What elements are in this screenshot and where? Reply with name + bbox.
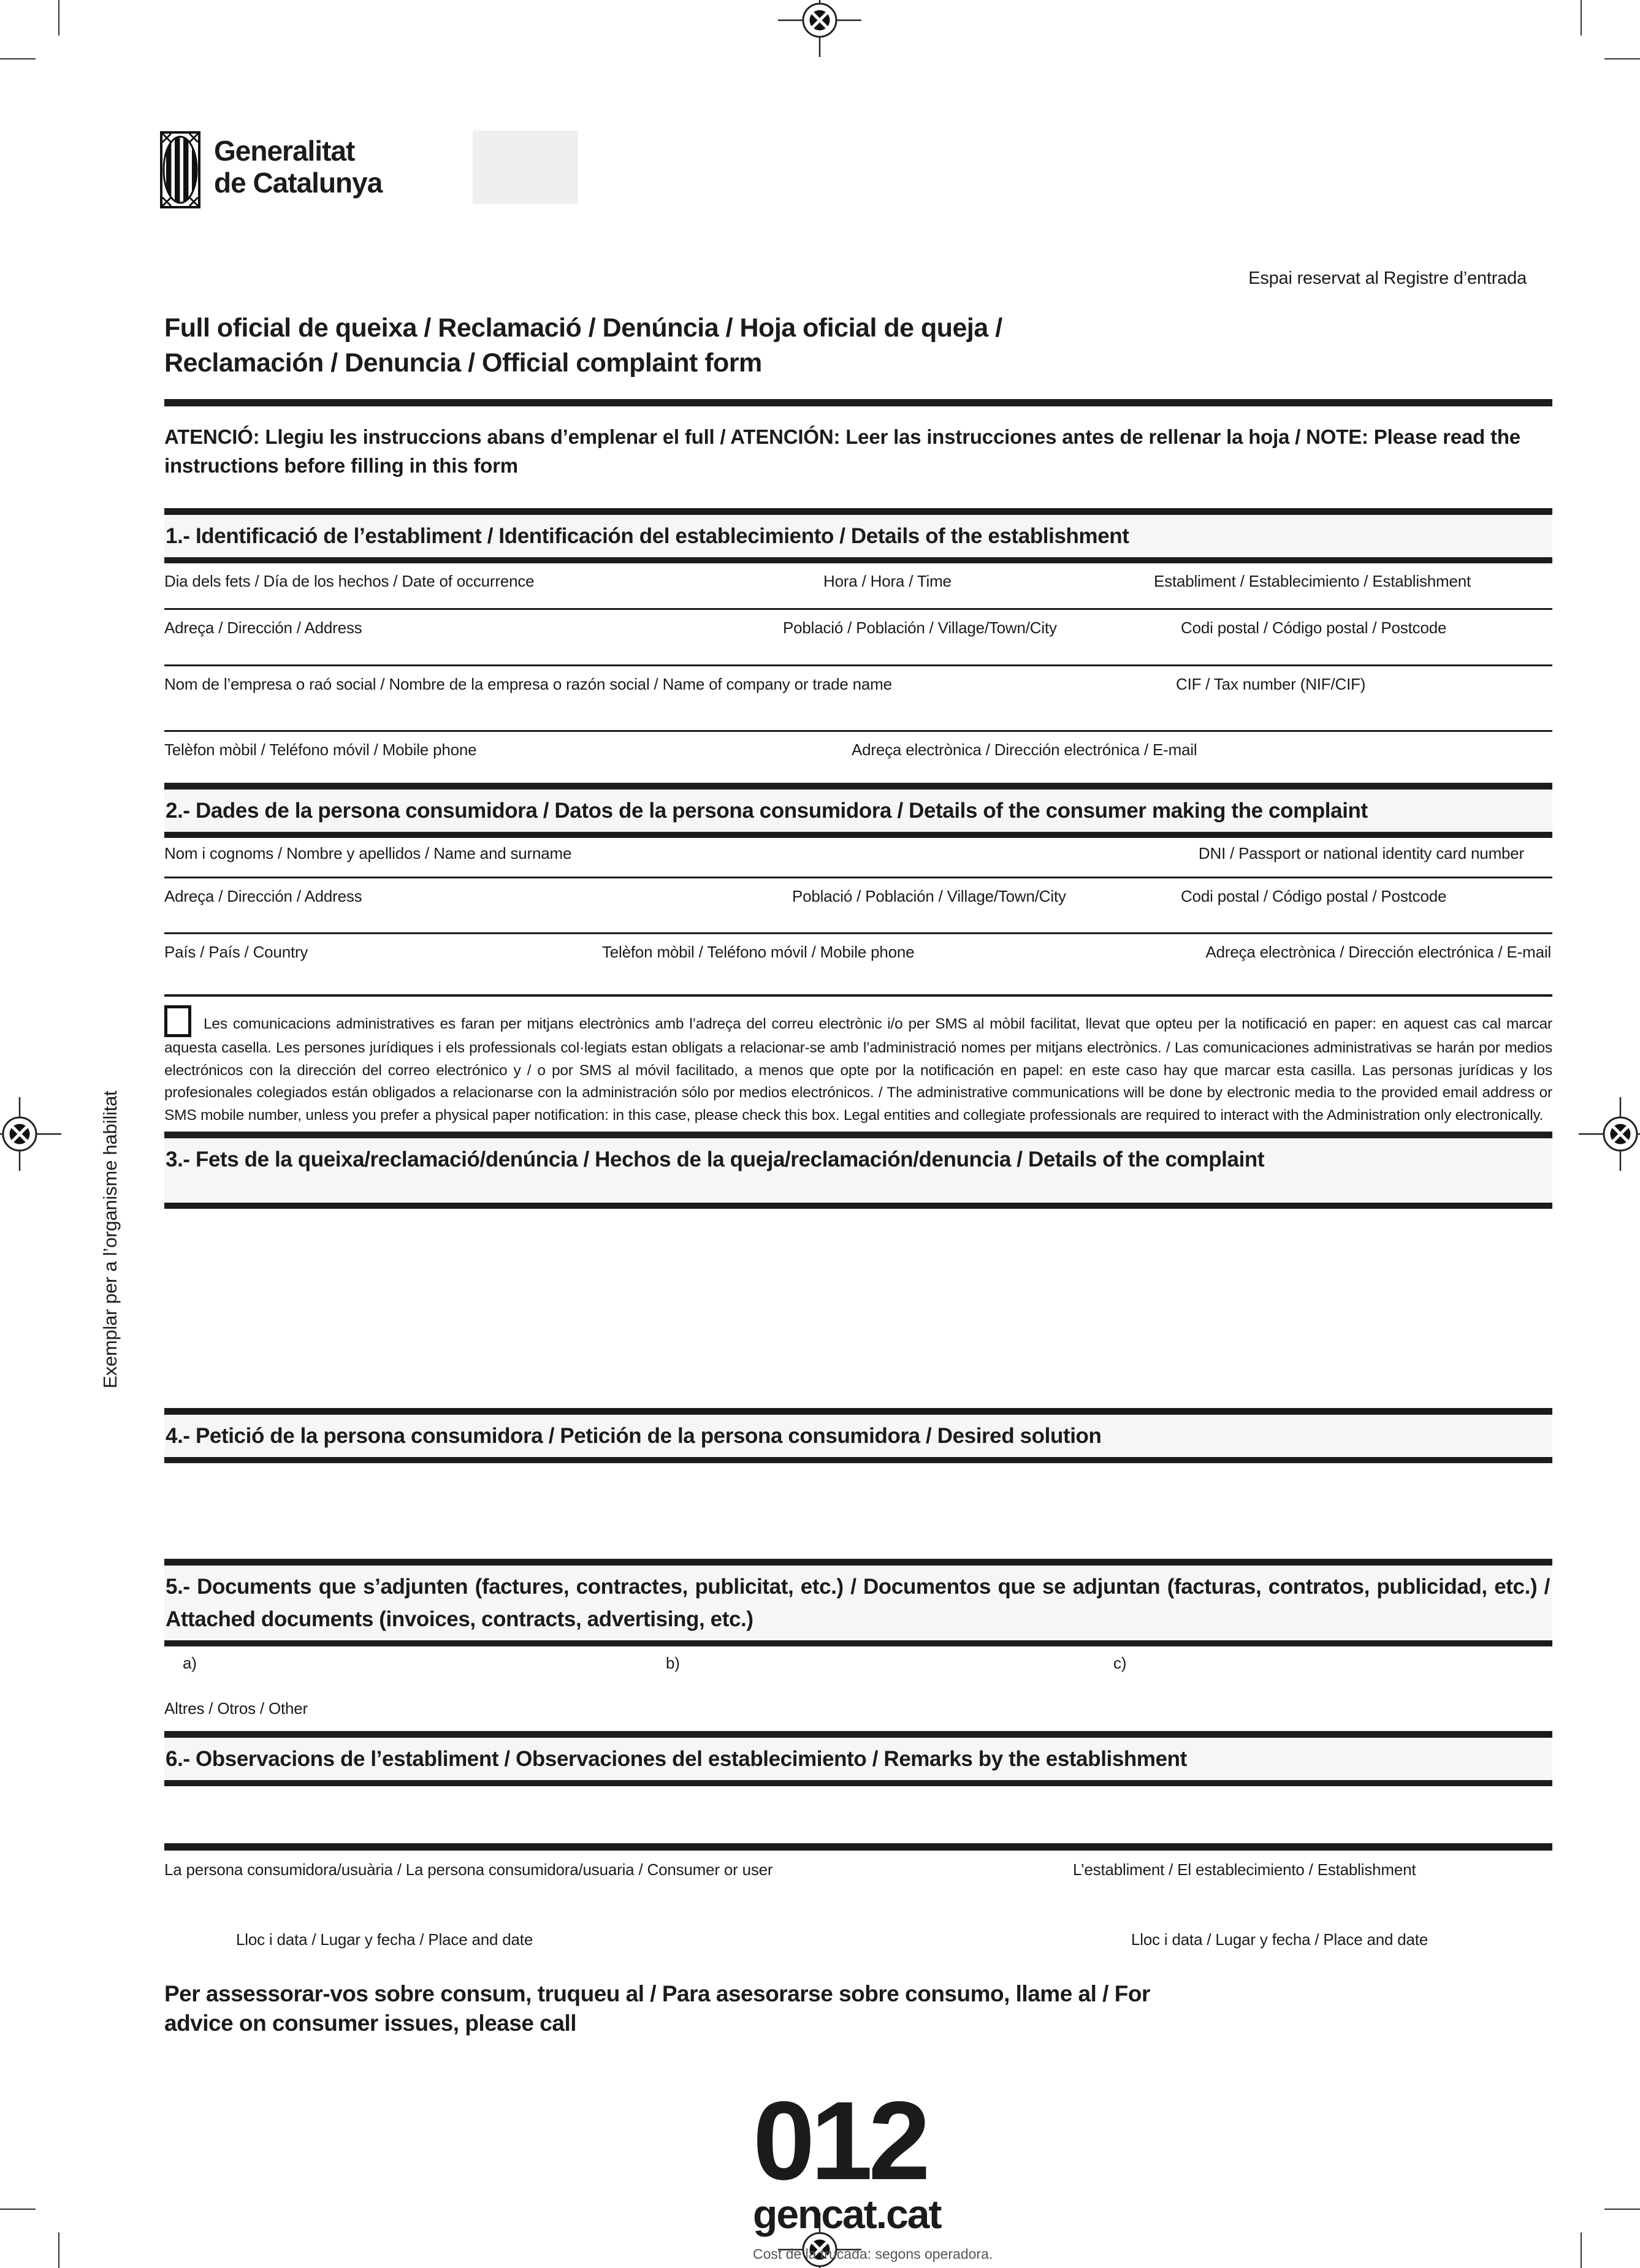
paper-notification-checkbox[interactable] bbox=[164, 1005, 191, 1037]
field-label-consumer-mobile: Telèfon mòbil / Teléfono móvil / Mobile phone bbox=[602, 943, 915, 961]
registry-entry-note: Espai reservat al Registre d’entrada bbox=[1248, 268, 1527, 288]
field-label-postcode: Codi postal / Código postal / Postcode bbox=[1181, 618, 1447, 637]
field-label-dni: DNI / Passport or national identity card number bbox=[1198, 844, 1524, 862]
call-cost-note: Cost de la trucada: segons operadora. bbox=[753, 2245, 993, 2262]
other-documents-label: Altres / Otros / Other bbox=[164, 1699, 308, 1718]
phone-number-012: 012 bbox=[753, 2078, 926, 2203]
section2-header: 2.- Dades de la persona consumidora / Datos de la persona consumidora / Details of the consumer making the complaint bbox=[164, 783, 1552, 838]
section6-header: 6.- Observacions de l’establiment / Observaciones del establecimiento / Remarks by the establishment bbox=[164, 1731, 1552, 1786]
field-row-country-mobile-email[interactable] bbox=[164, 934, 1552, 997]
gencat-brand: gencat.cat bbox=[753, 2191, 941, 2237]
field-label-city: Població / Población / Village/Town/City bbox=[783, 618, 1057, 637]
field-label-consumer-city: Població / Población / Village/Town/City bbox=[792, 887, 1066, 905]
complaint-details-writing-area[interactable] bbox=[164, 1209, 1552, 1408]
field-label-date: Dia dels fets / Día de los hechos / Date of occurrence bbox=[164, 572, 535, 590]
field-label-email: Adreça electrònica / Dirección electrónica / E-mail bbox=[852, 740, 1197, 759]
field-row-establishment-address[interactable] bbox=[164, 610, 1552, 666]
document-item-c-label: c) bbox=[1113, 1654, 1127, 1672]
document-item-b-label: b) bbox=[666, 1654, 680, 1672]
trim-mark-bottom-right-horizontal bbox=[1604, 2209, 1640, 2210]
attention-note: ATENCIÓ: Llegiu les instruccions abans d’emplenar el full / ATENCIÓN: Leer las instrucciones antes de rellenar la hoja / NOTE: Please read the instructions before filling in this form bbox=[164, 425, 1520, 477]
field-label-country: País / País / Country bbox=[164, 943, 308, 961]
place-date-left-label: Lloc i data / Lugar y fecha / Place and date bbox=[236, 1930, 533, 1949]
field-row-name-dni[interactable] bbox=[164, 838, 1552, 878]
trim-mark-top-right-vertical bbox=[1581, 0, 1582, 36]
field-label-name: Nom i cognoms / Nombre y apellidos / Name and surname bbox=[164, 844, 572, 862]
form-content bbox=[164, 0, 1552, 2038]
field-row-date-time-establishment[interactable] bbox=[164, 563, 1552, 610]
logo-line1: Generalitat bbox=[214, 135, 355, 167]
registration-mark-left-icon bbox=[0, 1094, 66, 1174]
electronic-notification-text: Les comunicacions administratives es faran per mitjans electrònics amb l’adreça del correu electrònic i/o per SMS al mòbil facilitat, llevat que opteu per la notificació en paper: en aquest cas cal marcar aquesta casella. Les persones jurídiques i els professionals col·legiats estan obligats a relacionar-se amb l’administració nomes per mitjans electrònics. / Las comunicaciones administrativas se harán por medios electrónicos con la dirección del correo electrónico y / o por SMS al móvil facilitado, a menos que opte por la notificación en papel: en este caso hay que marcar esta casilla. Las personas jurídicas y los profesionales colegiados están obligados a relacionarse con la administración sólo por medios electrónicos. / The administrative communications will be done by electronic media to the provided email address or SMS mobile number, unless you prefer a physical paper notification: in this case, please check this box. Legal entities and collegiate professionals are required to interact with the Administration only electronically. bbox=[164, 1016, 1552, 1124]
document-item-a-label: a) bbox=[183, 1654, 197, 1672]
place-date-row[interactable] bbox=[164, 1930, 1552, 1979]
field-label-address: Adreça / Dirección / Address bbox=[164, 618, 362, 637]
signature-area-rule bbox=[164, 1843, 1552, 1851]
section3-header: 3.- Fets de la queixa/reclamació/denúncia / Hechos de la queja/reclamación/denuncia / Details of the complaint bbox=[164, 1132, 1552, 1209]
field-label-establishment: Establiment / Establecimiento / Establishment bbox=[1154, 572, 1471, 590]
attached-documents-row[interactable] bbox=[164, 1646, 1552, 1695]
field-row-company-cif[interactable] bbox=[164, 666, 1552, 732]
establishment-signature-label: L’establiment / El establecimiento / Establishment bbox=[1073, 1860, 1416, 1879]
logo-line2: de Catalunya bbox=[214, 167, 383, 199]
title-rule bbox=[164, 399, 1552, 406]
trim-mark-bottom-right-vertical bbox=[1581, 2232, 1582, 2268]
section4-header: 4.- Petició de la persona consumidora / Petición de la persona consumidora / Desired solution bbox=[164, 1408, 1552, 1463]
trim-mark-bottom-left-horizontal bbox=[0, 2209, 36, 2210]
field-row-mobile-email[interactable] bbox=[164, 732, 1552, 783]
establishment-remarks-writing-area[interactable] bbox=[164, 1786, 1552, 1843]
field-label-mobile: Telèfon mòbil / Teléfono móvil / Mobile phone bbox=[164, 740, 477, 759]
field-label-time: Hora / Hora / Time bbox=[823, 572, 952, 590]
field-label-consumer-email: Adreça electrònica / Dirección electrónica / E-mail bbox=[1205, 943, 1551, 961]
page-title: Full oficial de queixa / Reclamació / Denúncia / Hoja oficial de queja / Reclamación / Denuncia / Official complaint form bbox=[164, 313, 1002, 378]
trim-mark-top-left-horizontal bbox=[0, 58, 36, 59]
gencat-012-logo bbox=[753, 2078, 993, 2262]
trim-mark-bottom-left-vertical bbox=[58, 2232, 59, 2268]
section1-header: 1.- Identificació de l’establiment / Identificación del establecimiento / Details of the establishment bbox=[164, 508, 1552, 563]
section5-header: 5.- Documents que s’adjunten (factures, contractes, publicitat, etc.) / Documentos que se adjuntan (facturas, contratos, publicidad, etc.) / Attached documents (invoices, contracts, advertising, etc.) bbox=[164, 1559, 1552, 1646]
field-label-consumer-address: Adreça / Dirección / Address bbox=[164, 887, 362, 905]
registration-mark-right-icon bbox=[1574, 1094, 1640, 1174]
place-date-right-label: Lloc i data / Lugar y fecha / Place and date bbox=[1131, 1930, 1428, 1949]
trim-mark-top-right-horizontal bbox=[1604, 58, 1640, 59]
field-label-company: Nom de l’empresa o raó social / Nombre de la empresa o razón social / Name of company or trade name bbox=[164, 675, 892, 693]
consumer-signature-label: La persona consumidora/usuària / La persona consumidora/usuaria / Consumer or user bbox=[164, 1860, 773, 1879]
field-label-consumer-postcode: Codi postal / Código postal / Postcode bbox=[1181, 887, 1447, 905]
field-label-cif: CIF / Tax number (NIF/CIF) bbox=[1176, 675, 1366, 693]
copy-designation-vertical-label: Exemplar per a l’organisme habilitat bbox=[99, 1090, 121, 1388]
desired-solution-writing-area[interactable] bbox=[164, 1463, 1552, 1559]
trim-mark-top-left-vertical bbox=[58, 0, 59, 36]
other-documents-row[interactable] bbox=[164, 1695, 1552, 1731]
signature-parties-row[interactable] bbox=[164, 1851, 1552, 1930]
consumer-advice-text: Per assessorar-vos sobre consum, truqueu al / Para asesorarse sobre consumo, llame al / For advice on consumer issues, please call bbox=[164, 1981, 1150, 2036]
field-row-consumer-address[interactable] bbox=[164, 878, 1552, 934]
electronic-notification-notice bbox=[164, 997, 1552, 1127]
